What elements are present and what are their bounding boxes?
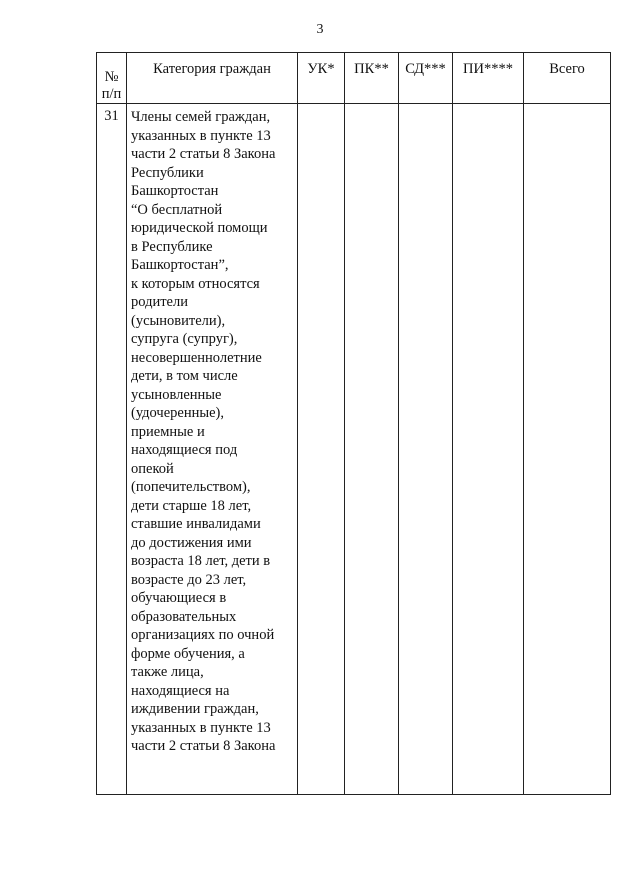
header-uk: УК* xyxy=(298,53,345,104)
category-line: опекой xyxy=(131,460,174,477)
category-line: Республики xyxy=(131,164,204,181)
cell-uk xyxy=(298,104,345,795)
category-line: юридической помощи xyxy=(131,220,268,236)
page-number: 3 xyxy=(316,22,324,37)
row-number: 31 xyxy=(97,104,127,795)
category-line: родители xyxy=(131,294,188,310)
table-row xyxy=(97,104,611,795)
category-line: до достижения ими xyxy=(131,534,252,551)
category-line: (удочеренные), xyxy=(131,405,224,421)
row-category xyxy=(127,104,298,795)
header-total: Всего xyxy=(524,53,611,104)
category-line: организациях по очной xyxy=(131,627,275,643)
category-line: иждивении граждан, xyxy=(131,701,259,717)
category-line: ставшие инвалидами xyxy=(131,516,261,532)
header-number xyxy=(97,53,127,104)
header-number-abbr: п/п xyxy=(101,86,122,102)
header-pk: ПК** xyxy=(345,53,399,104)
category-line: в Республике xyxy=(131,238,213,255)
category-line: части 2 статьи 8 Закона xyxy=(131,146,276,162)
category-line: обучающиеся в xyxy=(131,590,227,606)
category-line: Башкортостан xyxy=(131,183,219,199)
category-line: супруга (супруг), xyxy=(131,331,238,347)
category-line: также лица, xyxy=(131,664,204,680)
citizen-category-table xyxy=(96,52,611,795)
cell-sd xyxy=(399,104,453,795)
category-line: (попечительством), xyxy=(131,479,251,495)
category-line: дети старше 18 лет, xyxy=(131,497,252,514)
category-line: (усыновители), xyxy=(131,312,226,329)
category-line: несовершеннолетние xyxy=(131,349,262,366)
table-header-row xyxy=(97,53,611,104)
header-sd: СД*** xyxy=(399,53,453,104)
category-line: к которым относятся xyxy=(131,275,260,292)
category-line: указанных в пункте 13 xyxy=(131,127,271,144)
cell-pk xyxy=(345,104,399,795)
category-line: Члены семей граждан, xyxy=(131,109,271,125)
cell-total xyxy=(524,104,611,795)
category-line: образовательных xyxy=(131,608,237,625)
category-line: форме обучения, а xyxy=(131,645,245,662)
category-line: приемные и xyxy=(131,423,205,440)
header-pi: ПИ**** xyxy=(453,53,524,104)
category-line: возрасте до 23 лет, xyxy=(131,571,247,588)
category-line: указанных в пункте 13 xyxy=(131,719,271,736)
header-category: Категория граждан xyxy=(127,53,298,104)
category-line: находящиеся на xyxy=(131,682,230,699)
category-line: части 2 статьи 8 Закона xyxy=(131,738,276,754)
category-text xyxy=(131,108,293,756)
category-line: возраста 18 лет, дети в xyxy=(131,553,271,569)
category-line: “О бесплатной xyxy=(131,201,223,218)
header-number-symbol: № xyxy=(104,69,119,85)
category-line: усыновленные xyxy=(131,386,222,403)
category-line: дети, в том числе xyxy=(131,368,238,384)
category-line: находящиеся под xyxy=(131,442,238,458)
category-line: Башкортостан”, xyxy=(131,257,229,273)
cell-pi xyxy=(453,104,524,795)
